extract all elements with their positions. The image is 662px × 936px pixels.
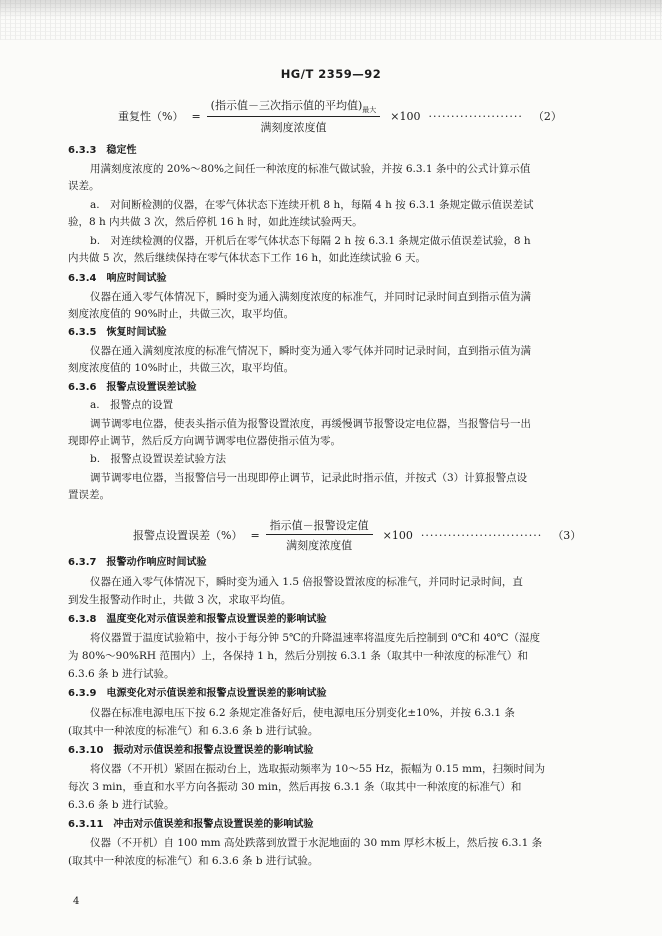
section-6-3-3-a2: 验，8 h 内共做 3 次，然后停机 16 h 时，如此连续试验两天。 [68, 216, 363, 228]
section-6-3-7-title: 6.3.7 报警动作响应时间试验 [68, 557, 207, 568]
formula-2-equals: = [191, 109, 201, 123]
formula-2-denominator: 满刻度浓度值 [260, 121, 327, 135]
section-6-3-7-p2: 到发生报警动作时止，共做 3 次，求取平均值。 [68, 594, 292, 606]
formula-3-lhs: 报警点设置误差（%） [133, 529, 243, 542]
section-6-3-3-p1b: 误差。 [68, 180, 100, 192]
section-6-3-6-a: a. 报警点的设置 [90, 399, 174, 411]
section-6-3-7-p1: 仪器在通入零气体情况下，瞬时变为通入 1.5 倍报警设置浓度的标准气，并同时记录时间，直 [90, 576, 523, 588]
section-6-3-6-title: 6.3.6 报警点设置误差试验 [68, 382, 197, 393]
formula-3-number: （3） [552, 529, 582, 542]
section-6-3-8-p2: 为 80%～90%RH 范围内）上，各保持 1 h，然后分别按 6.3.1 条（取其中一种浓度的标准气）和 [68, 650, 528, 662]
section-6-3-10-p3: 6.3.6 条 b 进行试验。 [68, 799, 175, 811]
formula-3 [133, 517, 581, 553]
section-6-3-5-p2: 刻度浓度值的 10%时止，共做三次，取平均值。 [68, 362, 295, 374]
formula-2-numerator-text: (指示值－三次指示值的平均值) [210, 99, 363, 112]
section-6-3-3-a1: a. 对间断检测的仪器，在零气体状态下连续开机 8 h，每隔 4 h 按 6.3.1 条规定做示值误差试 [90, 199, 534, 211]
formula-3-denominator: 满刻度浓度值 [286, 539, 353, 552]
formula-3-leader: ··························· [420, 528, 543, 542]
section-6-3-5-title: 6.3.5 恢复时间试验 [68, 327, 167, 338]
section-6-3-6-a2: 现即停止调节，然后反方向调节调零电位器使指示值为零。 [68, 435, 341, 447]
formula-2-leader: ····················· [428, 109, 523, 123]
section-6-3-4-p2: 刻度浓度值的 90%时止，共做三次，取平均值。 [68, 308, 295, 320]
formula-2-lhs: 重复性（%） [118, 110, 184, 124]
section-6-3-3-p1: 用满刻度浓度的 20%～80%之间任一种浓度的标准气做试验，并按 6.3.1 条中的公式计算示值 [90, 163, 531, 175]
section-6-3-8-title: 6.3.8 温度变化对示值误差和报警点设置误差的影响试验 [68, 614, 327, 625]
section-6-3-9-p2: (取其中一种浓度的标准气）和 6.3.6 条 b 进行试验。 [68, 725, 319, 737]
formula-3-times: ×100 [382, 528, 413, 542]
formula-2 [118, 97, 562, 135]
section-6-3-6-b2: 置误差。 [68, 489, 110, 501]
section-6-3-9-title: 6.3.9 电源变化对示值误差和报警点设置误差的影响试验 [68, 688, 327, 699]
section-6-3-6-a1: 调节调零电位器，使表头指示值为报警设置浓度，再缓慢调节报警设定电位器，当报警信号一出 [90, 418, 531, 430]
formula-2-number: （2） [532, 110, 562, 124]
section-6-3-9-p1: 仪器在标准电源电压下按 6.2 条规定准备好后，使电源电压分别变化±10%，并按 6.3.1 条 [90, 707, 515, 719]
section-6-3-4-p1: 仪器在通入零气体情况下，瞬时变为通入满刻度浓度的标准气，并同时记录时间直到指示值为满 [90, 291, 531, 303]
section-6-3-10-p2: 每次 3 min，垂直和水平方向各振动 30 min，然后再按 6.3.1 条（取其中一种浓度的标准气）和 [68, 781, 522, 793]
formula-2-fraction [207, 97, 381, 135]
formula-2-times: ×100 [390, 109, 421, 123]
formula-2-subscript: 最大 [362, 106, 377, 115]
section-6-3-10-p1: 将仪器（不开机）紧固在振动台上，选取振动频率为 10～55 Hz，振幅为 0.15 mm，扫频时间为 [90, 763, 546, 775]
section-6-3-11-p2: (取其中一种浓度的标准气）和 6.3.6 条 b 进行试验。 [68, 855, 319, 867]
section-6-3-11-title: 6.3.11 冲击对示值误差和报警点设置误差的影响试验 [68, 819, 314, 830]
section-6-3-3-title: 6.3.3 稳定性 [68, 145, 137, 156]
formula-3-equals: = [250, 528, 260, 542]
formula-3-fraction [266, 517, 373, 553]
section-6-3-6-b1: 调节调零电位器，当报警信号一出现即停止调节，记录此时指示值，并按式（3）计算报警点设 [90, 472, 528, 484]
section-6-3-11-p1: 仪器（不开机）自 100 mm 高处跌落到放置于水泥地面的 30 mm 厚杉木板上，然后按 6.3.1 条 [90, 837, 543, 849]
section-6-3-10-title: 6.3.10 振动对示值误差和报警点设置误差的影响试验 [68, 745, 314, 756]
scan-shadow [0, 0, 662, 18]
page-number: 4 [73, 896, 80, 907]
formula-2-numerator [207, 97, 381, 117]
section-6-3-4-title: 6.3.4 响应时间试验 [68, 273, 167, 284]
section-6-3-8-p1: 将仪器置于温度试验箱中，按小于每分钟 5℃的升降温速率将温度先后控制到 0℃和 40℃（湿度 [90, 632, 540, 644]
section-6-3-5-p1: 仪器在通入满刻度浓度的标准气情况下，瞬时变为通入零气体并同时记录时间，直到指示值为满 [90, 345, 531, 357]
standard-header: HG/T 2359—92 [280, 67, 382, 81]
formula-3-numerator: 指示值－报警设定值 [266, 517, 373, 535]
section-6-3-3-b1: b. 对连续检测的仪器，开机后在零气体状态下每隔 2 h 按 6.3.1 条规定做示值误差试验，8 h [90, 235, 531, 247]
section-6-3-8-p3: 6.3.6 条 b 进行试验。 [68, 668, 175, 680]
section-6-3-6-b: b. 报警点设置误差试验方法 [90, 453, 227, 465]
section-6-3-3-b2: 内共做 5 次，然后继续保持在零气体状态下工作 16 h，如此连续试验 6 天。 [68, 252, 427, 264]
